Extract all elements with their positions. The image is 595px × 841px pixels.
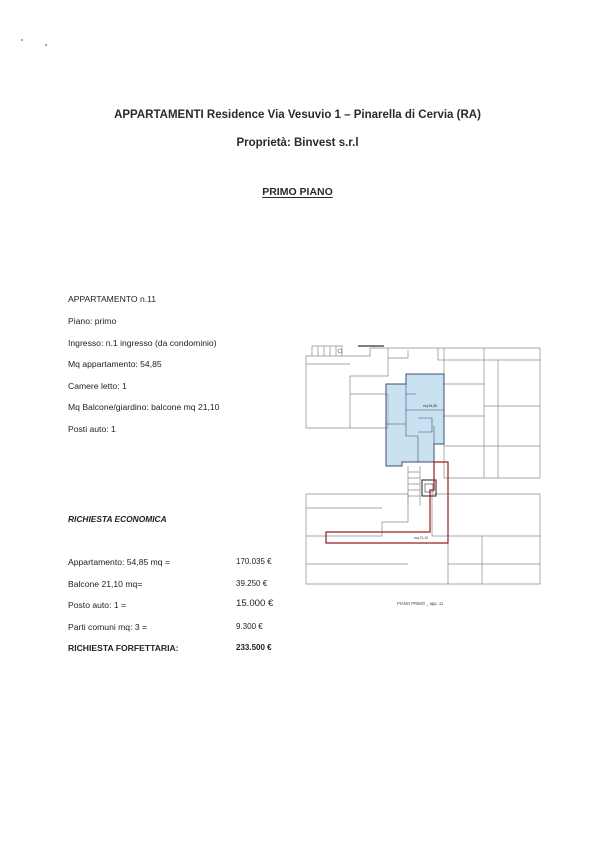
price-label-common: Parti comuni mq: 3 = xyxy=(68,622,148,632)
apartment-name: APPARTAMENTO n.11 xyxy=(68,294,157,304)
price-label-balcony: Balcone 21,10 mq= xyxy=(68,579,143,589)
document-title: APPARTAMENTI Residence Via Vesuvio 1 – Pinarella di Cervia (RA) xyxy=(114,109,481,121)
price-label-parking: Posto auto: 1 = xyxy=(68,600,127,610)
plan-caption: PIANO PRIMO _ app. 11 xyxy=(397,601,444,606)
price-label-total: RICHIESTA FORFETTARIA: xyxy=(68,643,179,653)
floor-info: Piano: primo xyxy=(68,316,117,326)
floor-heading-text: PRIMO PIANO xyxy=(262,186,333,198)
scan-speck xyxy=(21,39,23,41)
parking-info: Posti auto: 1 xyxy=(68,424,116,434)
price-label-apartment: Appartamento: 54,85 mq = xyxy=(68,557,170,567)
price-value-parking: 15.000 € xyxy=(236,598,274,609)
apartment-area-label: mq 54,85 xyxy=(423,404,438,408)
balcony-area-label: mq 21,10 xyxy=(414,536,429,540)
scan-speck xyxy=(45,44,47,46)
plan-detail xyxy=(338,349,342,353)
stair-core-inner xyxy=(425,484,433,492)
economic-request-title: RICHIESTA ECONOMICA xyxy=(68,514,167,524)
owner-line: Proprietà: Binvest s.r.l xyxy=(236,137,359,149)
price-value-balcony: 39.250 € xyxy=(236,579,268,588)
apartment-outline xyxy=(386,374,444,466)
area-info: Mq appartamento: 54,85 xyxy=(68,359,162,369)
floor-heading xyxy=(0,186,595,198)
balcony-info: Mq Balcone/giardino: balcone mq 21,10 xyxy=(68,402,220,412)
price-value-apartment: 170.035 € xyxy=(236,557,272,566)
price-value-total: 233.500 € xyxy=(236,643,272,652)
floor-plan xyxy=(298,336,542,598)
bedrooms-info: Camere letto: 1 xyxy=(68,381,127,391)
price-value-common: 9.300 € xyxy=(236,622,263,631)
balcony-outline xyxy=(326,462,448,543)
entrance-info: Ingresso: n.1 ingresso (da condominio) xyxy=(68,338,217,348)
